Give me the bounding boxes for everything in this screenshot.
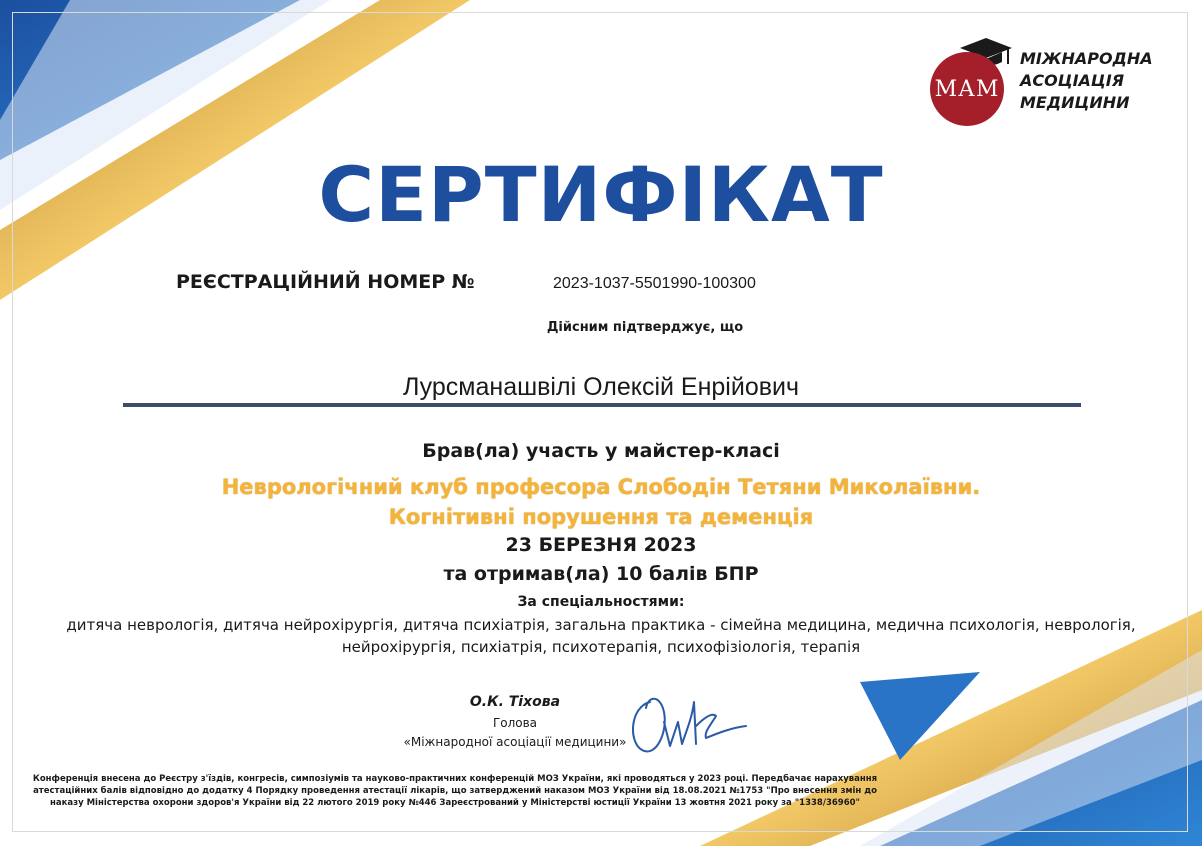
event-title [0,472,1202,532]
logo-emblem [930,52,1004,126]
logo-line-2: АСОЦІАЦІЯ [1020,71,1125,90]
footnote-line-3: наказу Міністерства охорони здоров'я України від 22 лютого 2019 року №446 Зареєстрований у Міністерстві юстиції України 13 жовтня 2021 року за "1338/36960" [50,798,860,808]
event-title-line-2: Когнітивні порушення та деменція [388,505,814,529]
signatory-organization: «Міжнародної асоціації медицини» [403,735,627,749]
signatory-name: О.К. Тіхова [469,694,561,710]
event-title-line-1: Неврологічний клуб професора Слободін Тетяни Миколаївни. [221,475,981,499]
signatory-role: Голова [492,716,538,730]
logo-line-3: МЕДИЦИНИ [1020,93,1130,112]
registration-label: РЕЄСТРАЦІЙНИЙ НОМЕР № [176,271,475,293]
organization-logo [930,34,1160,124]
specialties-line-1: дитяча неврологія, дитяча нейрохірургія, дитяча психіатрія, загальна практика - сімейна медицина, медична психологія, неврологія, [66,616,1136,634]
points-awarded: та отримав(ла) 10 балів БПР [443,563,759,585]
legal-footnote [0,773,910,809]
specialties-label: За спеціальностями: [517,594,685,610]
footnote-line-2: атестаційних балів відповідно до додатку 4 Порядку проведення атестації лікарів, що затверджений наказом МОЗ України від 18.08.2021 №1753 "Про внесення змін до [33,786,877,796]
logo-line-1: МІЖНАРОДНА [1020,49,1153,68]
registration-number: 2023-1037-5501990-100300 [553,275,756,292]
logo-wordmark [1020,48,1160,114]
specialties-line-2: нейрохірургія, психіатрія, психотерапія, психофізіологія, терапія [341,638,861,656]
specialties-list [0,614,1202,658]
participation-text: Брав(ла) участь у майстер-класі [422,440,780,462]
footnote-line-1: Конференція внесена до Реєстру з'їздів, конгресів, симпозіумів та науково-практичних конференцій МОЗ України, які проводяться у 2023 році. Передбачає нарахування [32,774,878,784]
name-underline [123,403,1081,407]
event-date: 23 БЕРЕЗНЯ 2023 [505,534,697,556]
logo-abbreviation: МАМ [934,76,1000,102]
recipient-name: Лурсманашвілі Олексій Енрійович [402,373,799,401]
confirmation-text: Дійсним підтверджує, що [546,320,744,335]
handwritten-signature [620,682,760,762]
certificate-title: СЕРТИФІКАТ [318,150,884,239]
